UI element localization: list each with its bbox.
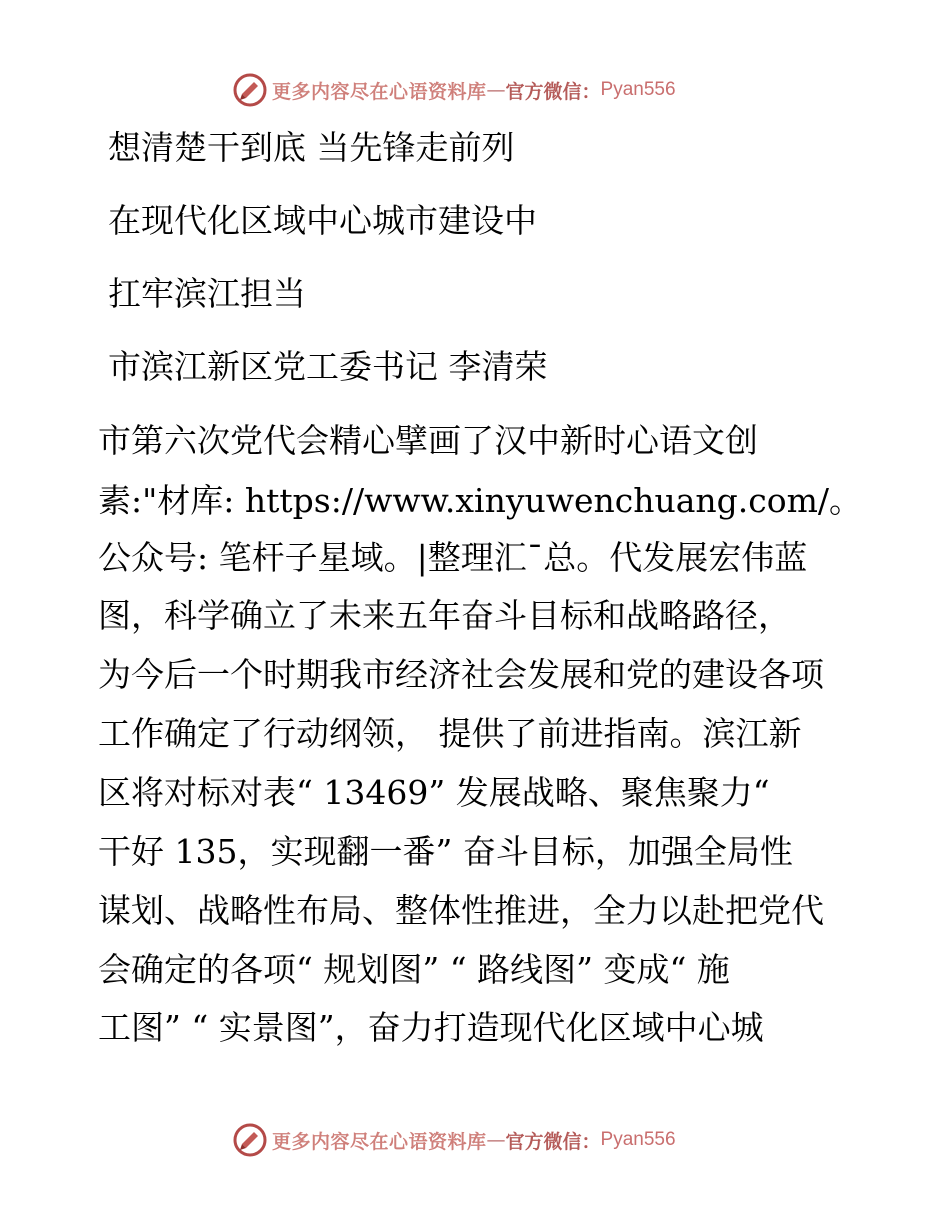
body-line: 素:"材库: https://www.xinyuwenchuang.com/。 xyxy=(98,481,863,520)
banner-wechat-label: 官方微信： xyxy=(505,80,601,103)
footer-watermark-banner xyxy=(232,1122,676,1158)
watermark-logo-icon xyxy=(232,1122,268,1158)
body-line: 干好 135，实现翻一番” 奋斗目标，加强全局性 xyxy=(98,832,793,871)
author-line: 市滨江新区党工委书记 李清荣 xyxy=(108,347,548,386)
banner-wechat-id: Pyan556 xyxy=(600,79,676,100)
banner-wechat-id: Pyan556 xyxy=(600,1129,676,1150)
header-watermark-banner xyxy=(232,72,676,108)
body-line: 区将对标对表“ 13469” 发展战略、聚焦聚力“ xyxy=(98,773,770,812)
banner-wechat-label: 官方微信： xyxy=(505,1130,601,1153)
body-line: 工图” “ 实景图”，奋力打造现代化区域中心城 xyxy=(98,1008,764,1047)
body-line: 谋划、战略性布局、整体性推进，全力以赴把党代 xyxy=(98,891,824,930)
body-line: 会确定的各项“ 规划图” “ 路线图” 变成“ 施 xyxy=(98,950,730,989)
title-line-1: 想清楚干到底 当先锋走前列 xyxy=(108,128,515,167)
banner-dash: — xyxy=(486,1129,506,1151)
banner-library-text: 更多内容尽在心语资料库 xyxy=(272,80,487,103)
title-line-3: 扛牢滨江担当 xyxy=(108,274,306,313)
body-line: 图，科学确立了未来五年奋斗目标和战略路径， xyxy=(98,596,791,635)
banner-library-text: 更多内容尽在心语资料库 xyxy=(272,1130,487,1153)
body-line: 市第六次党代会精心擘画了汉中新时心语文创 xyxy=(98,421,758,460)
body-line: 公众号: 笔杆子星域。|整理汇¯总。代发展宏伟蓝 xyxy=(98,538,808,577)
title-line-2: 在现代化区域中心城市建设中 xyxy=(108,201,537,240)
watermark-logo-icon xyxy=(232,72,268,108)
body-line: 为今后一个时期我市经济社会发展和党的建设各项 xyxy=(98,655,824,694)
body-line: 工作确定了行动纲领， 提供了前进指南。滨江新 xyxy=(98,714,802,753)
banner-dash: — xyxy=(486,79,506,101)
